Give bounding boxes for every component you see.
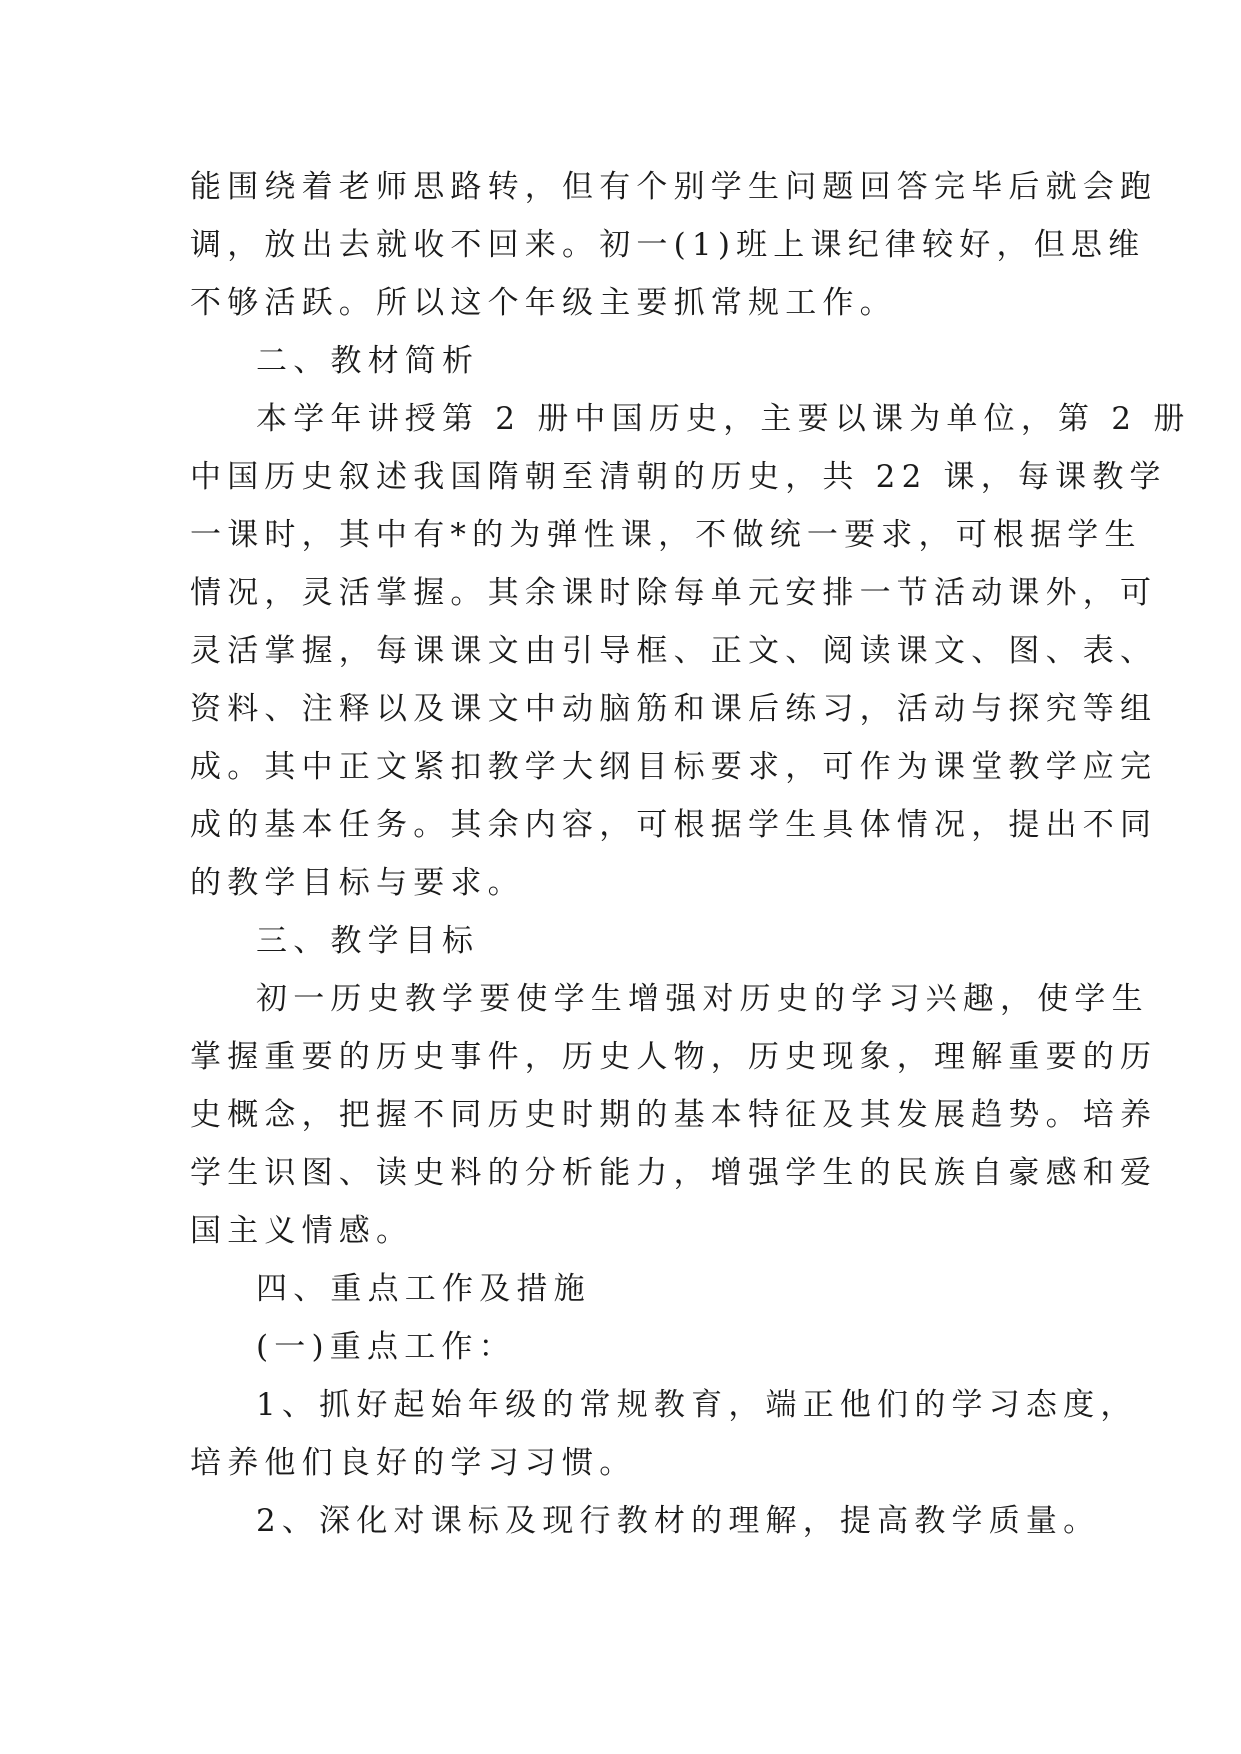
paragraph-line: 一课时，其中有*的为弹性课，不做统一要求，可根据学生 xyxy=(190,517,1142,553)
subsection-heading: (一)重点工作： xyxy=(256,1329,516,1365)
paragraph-line: 成。其中正文紧扣教学大纲目标要求，可作为课堂教学应完 xyxy=(190,749,1158,785)
section-heading-4: 四、重点工作及措施 xyxy=(256,1271,591,1307)
list-item-2: 2、深化对课标及现行教材的理解，提高教学质量。 xyxy=(256,1503,1101,1539)
paragraph-line: 资料、注释以及课文中动脑筋和课后练习，活动与探究等组 xyxy=(190,691,1158,727)
paragraph-line: 学生识图、读史料的分析能力，增强学生的民族自豪感和爱 xyxy=(190,1155,1158,1191)
paragraph-line: 掌握重要的历史事件，历史人物，历史现象，理解重要的历 xyxy=(190,1039,1158,1075)
paragraph-line: 不够活跃。所以这个年级主要抓常规工作。 xyxy=(190,285,897,321)
paragraph-line: 史概念，把握不同历史时期的基本特征及其发展趋势。培养 xyxy=(190,1097,1158,1133)
paragraph-line: 初一历史教学要使学生增强对历史的学习兴趣，使学生 xyxy=(256,981,1149,1017)
paragraph-line: 中国历史叙述我国隋朝至清朝的历史，共 22 课，每课教学 xyxy=(190,459,1167,495)
list-item-1: 1、抓好起始年级的常规教育，端正他们的学习态度， xyxy=(256,1387,1138,1423)
paragraph-line: 调，放出去就收不回来。初一(1)班上课纪律较好，但思维 xyxy=(190,227,1146,263)
paragraph-line: 培养他们良好的学习习惯。 xyxy=(190,1445,637,1481)
paragraph-line: 的教学目标与要求。 xyxy=(190,865,525,901)
paragraph-line: 本学年讲授第 2 册中国历史，主要以课为单位，第 2 册 xyxy=(256,401,1191,437)
section-heading-3: 三、教学目标 xyxy=(256,923,480,959)
section-heading-2: 二、教材简析 xyxy=(256,343,480,379)
paragraph-line: 成的基本任务。其余内容，可根据学生具体情况，提出不同 xyxy=(190,807,1158,843)
paragraph-line: 能围绕着老师思路转，但有个别学生问题回答完毕后就会跑 xyxy=(190,169,1158,205)
paragraph-line: 情况，灵活掌握。其余课时除每单元安排一节活动课外，可 xyxy=(190,575,1158,611)
paragraph-line: 灵活掌握，每课课文由引导框、正文、阅读课文、图、表、 xyxy=(190,633,1158,669)
paragraph-line: 国主义情感。 xyxy=(190,1213,414,1249)
document-body xyxy=(190,158,1191,1550)
